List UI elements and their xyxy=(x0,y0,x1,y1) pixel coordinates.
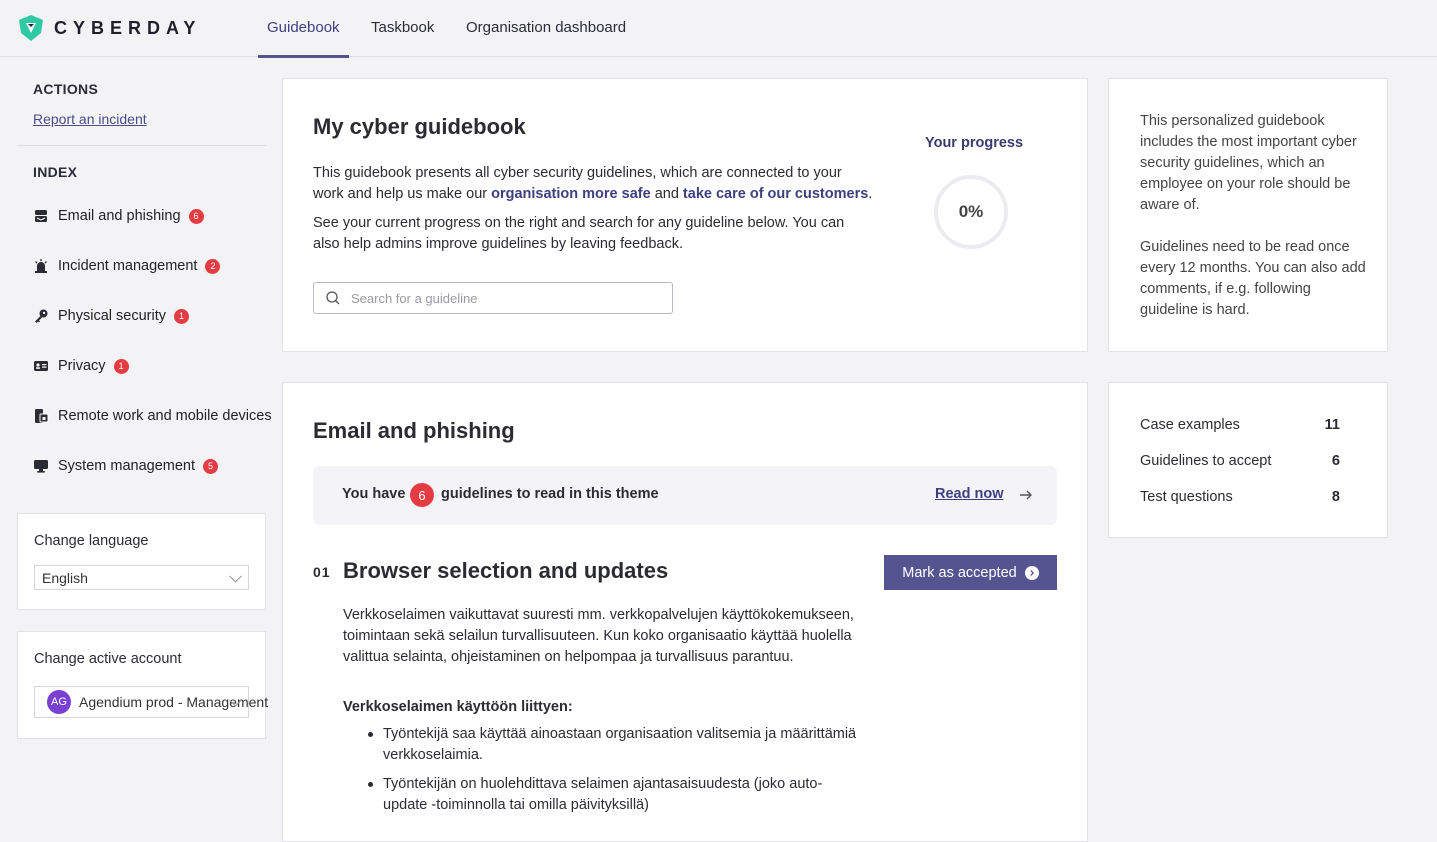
info-paragraph-2: Guidelines need to be read once every 12 months. You can also add comments, if e.g. following guideline is hard. xyxy=(1140,239,1366,318)
count-badge: 2 xyxy=(205,259,220,274)
guideline-subheading: Verkkoselaimen käyttöön liittyen: xyxy=(343,699,573,715)
count-badge: 6 xyxy=(410,483,434,507)
intro-text: This guidebook presents all cyber security guidelines, which are connected to your work and help us make our xyxy=(313,165,842,202)
intro-paragraph-2: See your current progress on the right and search for any guideline below. You can also help admins improve guidelines by leaving feedback. xyxy=(313,215,845,252)
mail-stack-icon xyxy=(33,208,49,224)
count-badge: 5 xyxy=(203,459,218,474)
guideline-body: Verkkoselaimen vaikuttavat suuresti mm. verkkopalvelujen käyttökokemukseen, toimintaan sekä selailun turvallisuuteen. Kun koko organisaatio käyttää huolella valittua selainta, ohjeistaminen on helpompaa ja turvallisuus parantuu. xyxy=(343,607,854,665)
search-box[interactable] xyxy=(313,282,673,314)
guideline-number: 01 xyxy=(313,564,331,580)
stats-card xyxy=(1108,382,1388,538)
index-heading: INDEX xyxy=(33,164,78,180)
sidebar-item-label: Email and phishing xyxy=(58,208,181,224)
intro-text: and xyxy=(650,186,683,202)
mark-accepted-button[interactable] xyxy=(884,555,1057,590)
intro-highlight: take care of our customers xyxy=(682,186,869,202)
report-incident-link[interactable]: Report an incident xyxy=(33,111,147,127)
progress-label: Your progress xyxy=(925,135,1024,151)
banner-suffix: guidelines to read in this theme xyxy=(441,486,659,502)
sidebar-item-label: System management xyxy=(58,458,196,474)
tab-guidebook[interactable]: Guidebook xyxy=(267,0,340,57)
top-navbar xyxy=(0,0,1437,57)
cyberday-logo-icon xyxy=(16,13,46,43)
mark-accepted-label: Mark as accepted xyxy=(902,564,1017,581)
stat-value: 6 xyxy=(1331,453,1340,469)
arrow-right-icon[interactable] xyxy=(1019,488,1033,502)
sidebar-item-label: Remote work and mobile devices xyxy=(58,408,272,424)
page-title: My cyber guidebook xyxy=(313,114,526,139)
account-label: Change active account xyxy=(34,651,182,667)
search-icon xyxy=(325,290,341,306)
sidebar-item-privacy[interactable] xyxy=(33,354,266,378)
stat-label: Case examples xyxy=(1140,417,1240,433)
sidebar-item-system-management[interactable] xyxy=(33,454,266,478)
list-item: Työntekijä saa käyttää ainoastaan organisaation valitsemia ja määrittämiä verkkoselaimia. xyxy=(343,724,863,766)
account-card xyxy=(17,631,269,739)
read-banner xyxy=(313,466,1057,525)
stat-row-guidelines xyxy=(1140,453,1340,469)
stat-row-case-examples xyxy=(1140,417,1340,433)
list-item: Työntekijän on huolehdittava selaimen ajantasaisuudesta (joko auto-update -toiminnolla tai omilla päivityksillä) xyxy=(343,774,863,816)
logo[interactable] xyxy=(16,13,201,43)
key-icon xyxy=(33,308,49,324)
sidebar-item-label: Physical security xyxy=(58,308,166,324)
progress-value: 0% xyxy=(958,202,984,221)
monitor-icon xyxy=(33,458,49,474)
stat-label: Guidelines to accept xyxy=(1140,453,1272,469)
intro-paragraph xyxy=(313,163,873,205)
count-badge: 6 xyxy=(189,209,204,224)
avatar: AG xyxy=(47,690,71,714)
guideline-bullets xyxy=(343,724,863,824)
account-value: Agendium prod - Management xyxy=(79,694,269,710)
sidebar-item-remote-work[interactable] xyxy=(33,404,272,428)
language-label: Change language xyxy=(34,533,149,549)
theme-card xyxy=(282,382,1088,842)
tab-taskbook[interactable]: Taskbook xyxy=(371,19,435,36)
stat-value: 8 xyxy=(1331,489,1340,505)
sidebar-item-physical-security[interactable] xyxy=(33,304,266,328)
language-select[interactable] xyxy=(34,565,249,590)
sidebar-item-label: Incident management xyxy=(58,258,198,274)
count-badge: 1 xyxy=(114,359,129,374)
stat-row-test-questions xyxy=(1140,489,1340,505)
language-card xyxy=(17,513,266,610)
mobile-device-icon xyxy=(33,408,49,424)
account-select[interactable] xyxy=(34,686,269,718)
read-now-link[interactable]: Read now xyxy=(935,486,1004,502)
alarm-icon xyxy=(33,258,49,274)
guidebook-card xyxy=(282,78,1088,352)
chevron-right-icon xyxy=(1025,566,1039,580)
intro-text: . xyxy=(868,186,873,202)
stat-value: 11 xyxy=(1324,417,1340,433)
info-paragraph-1: This personalized guidebook includes the most important cyber security guidelines, which an employee on your role should be aware of. xyxy=(1140,113,1357,213)
theme-title: Email and phishing xyxy=(313,418,515,443)
sidebar-item-label: Privacy xyxy=(58,358,106,374)
intro-highlight: organisation more safe xyxy=(491,186,651,202)
banner-prefix: You have xyxy=(342,486,406,502)
guideline-title: Browser selection and updates xyxy=(343,558,669,583)
search-input[interactable] xyxy=(351,291,651,306)
sidebar-divider xyxy=(17,145,266,146)
language-value: English xyxy=(42,569,88,586)
count-badge: 1 xyxy=(174,309,189,324)
chevron-down-icon xyxy=(229,569,242,582)
id-card-icon xyxy=(33,358,49,374)
tab-organisation-dashboard[interactable]: Organisation dashboard xyxy=(466,19,627,36)
stat-label: Test questions xyxy=(1140,489,1233,505)
info-card xyxy=(1108,78,1388,352)
sidebar-item-email-phishing[interactable] xyxy=(33,204,266,228)
brand-name: CYBERDAY xyxy=(54,17,202,38)
actions-heading: ACTIONS xyxy=(33,81,99,97)
sidebar-item-incident-management[interactable] xyxy=(33,254,266,278)
